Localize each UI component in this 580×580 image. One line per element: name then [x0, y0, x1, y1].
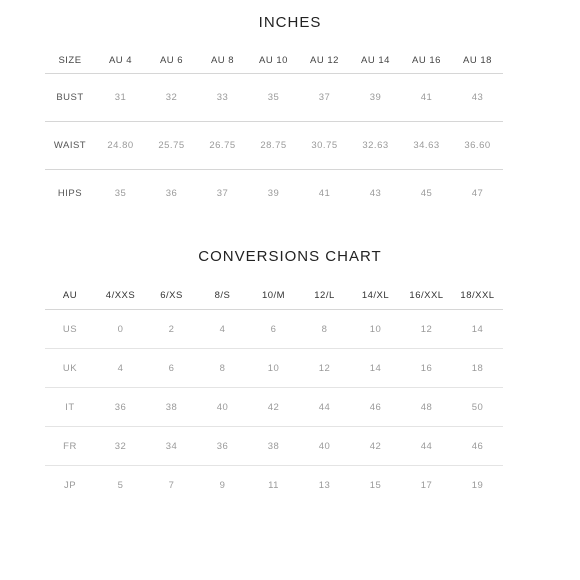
column-header: AU 12	[299, 47, 350, 74]
column-header: 18/XXL	[452, 281, 503, 310]
column-header: AU 16	[401, 47, 452, 74]
table-cell: 18	[452, 349, 503, 388]
table-cell: 36	[165, 188, 178, 199]
row-label: JP	[63, 479, 77, 491]
table-cell: 39	[350, 74, 401, 122]
row-label: HIPS	[57, 188, 83, 199]
table-cell: 4	[95, 349, 146, 388]
table-cell: 43	[452, 74, 503, 122]
table-cell: 46	[350, 388, 401, 427]
table-cell: 38	[146, 388, 197, 427]
table-cell: 33	[197, 74, 248, 122]
row-label: FR	[45, 427, 95, 466]
column-header: 8/S	[197, 281, 248, 310]
table-row	[45, 349, 503, 388]
table-cell: 13	[318, 479, 331, 491]
table-cell: 7	[168, 479, 175, 491]
column-header: AU 8	[197, 47, 248, 74]
column-header: 16/XXL	[401, 281, 452, 310]
table-cell: 32	[95, 427, 146, 466]
table-cell: 5	[117, 479, 124, 491]
column-header: AU 6	[146, 47, 197, 74]
table-row	[45, 74, 503, 122]
table-cell: 37	[299, 74, 350, 122]
table-cell: 8	[299, 310, 350, 349]
table-row	[45, 388, 503, 427]
table-cell: 32.63	[350, 122, 401, 170]
column-header: 10/M	[248, 281, 299, 310]
table-cell: 34	[146, 427, 197, 466]
row-label: US	[45, 310, 95, 349]
inches-section-title: INCHES	[258, 14, 322, 31]
table-cell: 32	[146, 74, 197, 122]
table-cell: 8	[197, 349, 248, 388]
table-cell: 10	[248, 349, 299, 388]
column-header: AU 18	[452, 47, 503, 74]
row-label: IT	[45, 388, 95, 427]
table-cell: 26.75	[197, 122, 248, 170]
table-cell: 47	[471, 188, 484, 199]
table-cell: 10	[350, 310, 401, 349]
table-cell: 40	[299, 427, 350, 466]
column-header: AU 10	[248, 47, 299, 74]
table-cell: 4	[197, 310, 248, 349]
table-cell: 14	[350, 349, 401, 388]
table-cell: 41	[401, 74, 452, 122]
conversions-section-title: CONVERSIONS CHART	[198, 248, 382, 265]
column-header: 14/XL	[350, 281, 401, 310]
table-cell: 11	[268, 479, 279, 491]
table-cell: 40	[197, 388, 248, 427]
table-cell: 19	[471, 479, 484, 491]
table-cell: 45	[420, 188, 433, 199]
inches-size-table	[45, 47, 503, 217]
table-cell: 28.75	[248, 122, 299, 170]
table-header-row	[45, 47, 503, 74]
table-cell: 39	[267, 188, 280, 199]
row-label: WAIST	[45, 122, 95, 170]
table-cell: 38	[248, 427, 299, 466]
table-cell: 16	[401, 349, 452, 388]
table-cell: 37	[216, 188, 229, 199]
table-cell: 46	[452, 427, 503, 466]
column-header: AU 4	[95, 47, 146, 74]
table-cell: 34.63	[401, 122, 452, 170]
row-label: UK	[45, 349, 95, 388]
table-cell: 35	[248, 74, 299, 122]
table-cell: 42	[248, 388, 299, 427]
table-cell: 35	[114, 188, 127, 199]
table-cell: 31	[95, 74, 146, 122]
table-cell: 30.75	[299, 122, 350, 170]
table-cell: 36	[197, 427, 248, 466]
table-header-row	[45, 281, 503, 310]
table-cell: 14	[452, 310, 503, 349]
table-cell: 24.80	[95, 122, 146, 170]
table-cell: 15	[369, 479, 382, 491]
table-cell: 42	[350, 427, 401, 466]
table-row	[45, 310, 503, 349]
table-cell: 17	[420, 479, 433, 491]
table-cell: 43	[369, 188, 382, 199]
table-cell: 6	[248, 310, 299, 349]
table-cell: 2	[146, 310, 197, 349]
row-label: BUST	[45, 74, 95, 122]
table-row	[45, 170, 503, 218]
column-header: AU 14	[350, 47, 401, 74]
table-cell: 12	[299, 349, 350, 388]
table-row	[45, 122, 503, 170]
table-cell: 44	[299, 388, 350, 427]
column-header: 12/L	[299, 281, 350, 310]
column-header: 4/XXS	[95, 281, 146, 310]
table-cell: 44	[401, 427, 452, 466]
column-header: 6/XS	[146, 281, 197, 310]
table-cell: 6	[146, 349, 197, 388]
column-header: AU	[45, 281, 95, 310]
table-cell: 41	[318, 188, 331, 199]
table-cell: 50	[452, 388, 503, 427]
table-row	[45, 466, 503, 505]
table-cell: 25.75	[146, 122, 197, 170]
table-cell: 36.60	[452, 122, 503, 170]
column-header: SIZE	[45, 47, 95, 74]
table-row	[45, 427, 503, 466]
table-cell: 0	[95, 310, 146, 349]
conversions-chart-table	[45, 281, 503, 504]
table-cell: 36	[95, 388, 146, 427]
table-cell: 9	[219, 479, 226, 491]
table-cell: 12	[401, 310, 452, 349]
table-cell: 48	[401, 388, 452, 427]
